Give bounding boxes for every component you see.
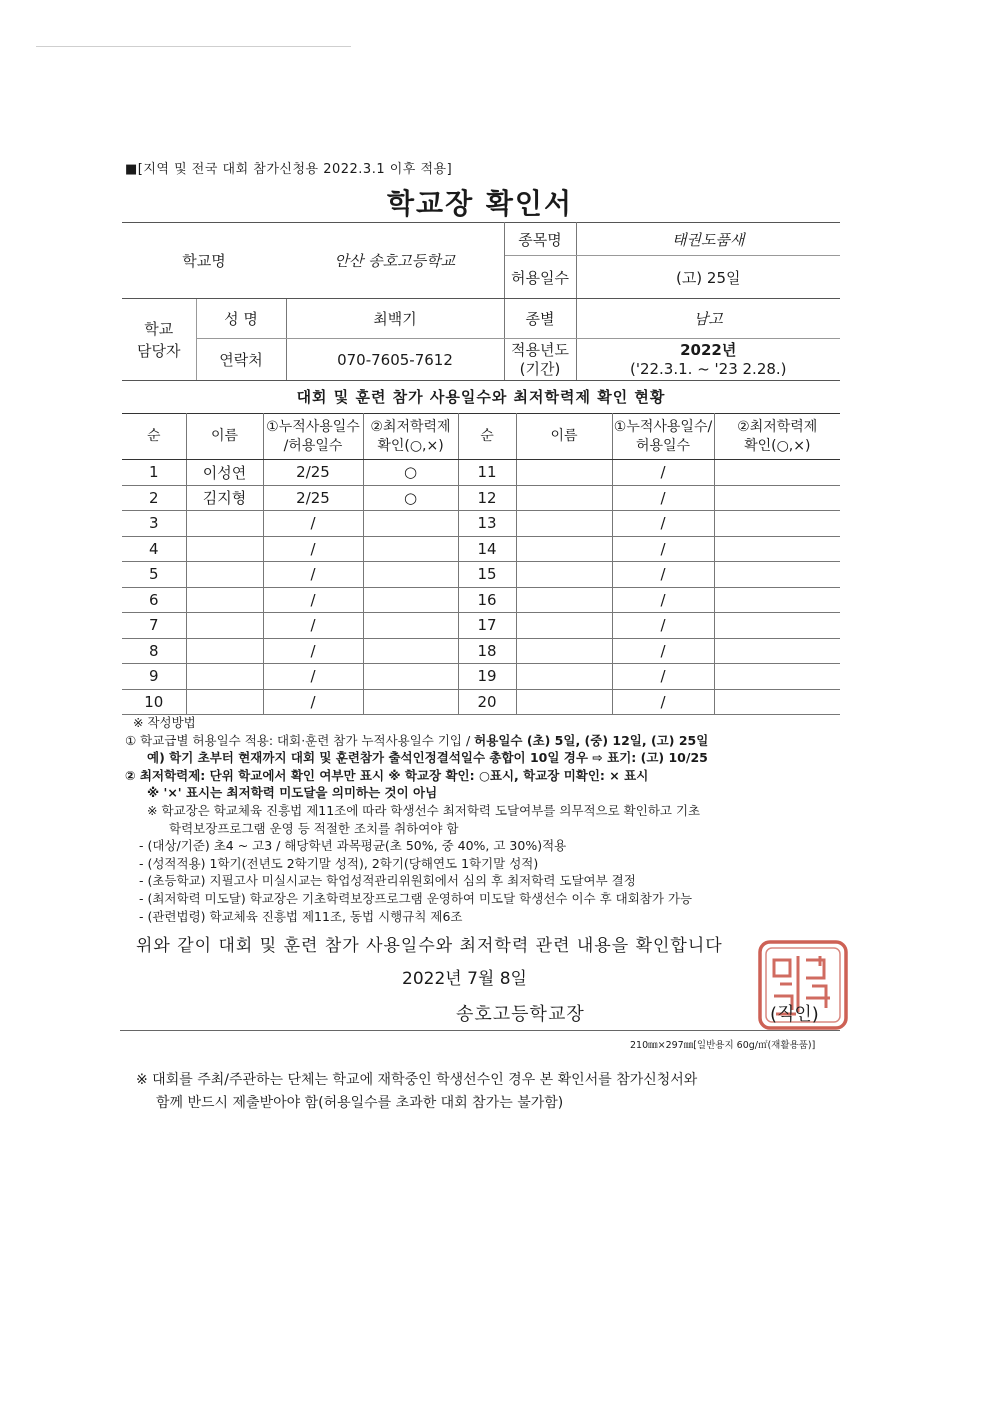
row-no: 4 — [122, 536, 186, 562]
row-name-right — [516, 689, 612, 715]
col-check-right-line-2: 확인(○,×) — [744, 437, 811, 454]
row-check-right — [714, 511, 840, 537]
col-check-line-2: 확인(○,×) — [377, 437, 444, 454]
row-no: 10 — [122, 689, 186, 715]
table-row — [122, 689, 840, 715]
row-no-right: 11 — [458, 460, 516, 486]
category-value: 남고 — [576, 299, 840, 339]
page-title: 학교장 확인서 — [386, 187, 574, 220]
row-days: / — [263, 613, 363, 639]
row-check-right — [714, 638, 840, 664]
footer-note — [136, 1069, 826, 1115]
row-check — [363, 587, 458, 613]
table-row — [122, 485, 840, 511]
col-name-right: 이름 — [516, 414, 612, 460]
row-days: / — [263, 587, 363, 613]
row-name-right — [516, 664, 612, 690]
name-label: 성 명 — [196, 299, 286, 339]
col-no: 순 — [122, 414, 186, 460]
instruction-line-7: - (대상/기준) 초4 ~ 고3 / 해당학년 과목평균(초 50%, 중 40%, 고 30%)적용 — [139, 838, 567, 854]
manager-label-line-1: 학교 — [144, 319, 174, 338]
row-no-right: 13 — [458, 511, 516, 537]
table-row — [122, 664, 840, 690]
scan-edge-line — [36, 46, 351, 47]
row-days-right: / — [612, 460, 714, 486]
name-value: 최백기 — [286, 299, 504, 339]
row-check-right — [714, 613, 840, 639]
row-days: 2/25 — [263, 485, 363, 511]
row-no-right: 19 — [458, 664, 516, 690]
row-no-right: 12 — [458, 485, 516, 511]
row-days-right: / — [612, 613, 714, 639]
row-days-right: / — [612, 664, 714, 690]
instruction-line-1b: 허용일수 (초) 5일, (중) 12일, (고) 25일 — [474, 732, 709, 748]
instruction-line-3: ② 최저학력제: 단위 학교에서 확인 여부만 표시 ※ 학교장 확인: ○표시, 학교장 미확인: × 표시 — [125, 767, 649, 783]
sport-value: 태권도품새 — [576, 223, 840, 256]
row-name — [186, 536, 263, 562]
row-check-right — [714, 536, 840, 562]
sport-label: 종목명 — [504, 223, 576, 256]
manager-label-line-2: 담당자 — [137, 341, 181, 360]
instruction-line-5: ※ 학교장은 학교체육 진흥법 제11조에 따라 학생선수 최저학력 도달여부를 의무적으로 확인하고 기초 — [147, 802, 701, 818]
row-no-right: 14 — [458, 536, 516, 562]
paper-spec: 210㎜×297㎜[일반용지 60g/㎡(재활용품)] — [630, 1040, 816, 1051]
row-no-right: 16 — [458, 587, 516, 613]
col-days — [263, 414, 363, 460]
school-info-table — [122, 222, 840, 381]
row-days: / — [263, 562, 363, 588]
row-days-right: / — [612, 689, 714, 715]
row-no-right: 18 — [458, 638, 516, 664]
col-days-line-1: ①누적사용일수 — [266, 418, 360, 435]
allowed-days-label: 허용일수 — [504, 256, 576, 299]
instruction-line-1a: ① 학교급별 허용일수 적용: 대회·훈련 참가 누적사용일수 기입 / — [125, 732, 475, 748]
col-days-line-2: /허용일수 — [283, 437, 343, 454]
row-name — [186, 638, 263, 664]
row-days-right: / — [612, 485, 714, 511]
row-check — [363, 689, 458, 715]
col-check-right — [714, 414, 840, 460]
row-days-right: / — [612, 587, 714, 613]
table-row — [122, 511, 840, 537]
issue-date: 2022년 7월 8일 — [402, 969, 527, 989]
instruction-line-2: 예) 학기 초부터 현재까지 대회 및 훈련참가 출석인정결석일수 총합이 10일 경우 ⇨ 표기: (고) 10/25 — [147, 750, 708, 766]
row-no-right: 20 — [458, 689, 516, 715]
row-name-right — [516, 536, 612, 562]
row-days: / — [263, 664, 363, 690]
row-no-right: 17 — [458, 613, 516, 639]
row-check: ○ — [363, 460, 458, 486]
row-no: 6 — [122, 587, 186, 613]
row-days-right: / — [612, 562, 714, 588]
col-no-right: 순 — [458, 414, 516, 460]
row-check — [363, 536, 458, 562]
col-check-line-1: ②최저학력제 — [370, 418, 451, 435]
divider — [120, 1030, 840, 1031]
col-name: 이름 — [186, 414, 263, 460]
col-days-right-line-1: ①누적사용일수/ — [613, 418, 713, 435]
confirmation-statement: 위와 같이 대회 및 훈련 참가 사용일수와 최저학력 관련 내용을 확인합니다 — [136, 936, 723, 956]
row-name-right — [516, 587, 612, 613]
row-name: 김지형 — [186, 485, 263, 511]
row-name — [186, 587, 263, 613]
table-row — [122, 613, 840, 639]
row-name — [186, 613, 263, 639]
instruction-line-10: - (최저학력 미도달) 학교장은 기초학력보장프로그램 운영하여 미도달 학생선수 이수 후 대회참가 가능 — [139, 890, 693, 906]
period-value: ('22.3.1. ~ '23 2.28.) — [629, 359, 787, 378]
row-no: 7 — [122, 613, 186, 639]
year-label-line-2: (기간) — [519, 359, 561, 378]
row-name: 이성연 — [186, 460, 263, 486]
row-check-right — [714, 689, 840, 715]
category-label: 종별 — [504, 299, 576, 339]
table-row — [122, 460, 840, 486]
row-days: / — [263, 689, 363, 715]
row-no: 9 — [122, 664, 186, 690]
row-name — [186, 511, 263, 537]
school-label: 학교명 — [122, 223, 286, 299]
row-no-right: 15 — [458, 562, 516, 588]
instruction-line-1 — [125, 732, 855, 750]
row-check — [363, 511, 458, 537]
seal-label: (직인) — [770, 1004, 819, 1025]
row-days: / — [263, 536, 363, 562]
year-label-line-1: 적용년도 — [511, 340, 569, 359]
row-check — [363, 562, 458, 588]
row-name — [186, 562, 263, 588]
col-days-right-line-2: 허용일수 — [635, 437, 691, 454]
footer-line-2: 함께 반드시 제출받아야 함(허용일수를 초과한 대회 참가는 불가함) — [156, 1095, 564, 1111]
form-header-note: ■[지역 및 전국 대회 참가신청용 2022.3.1 이후 적용] — [125, 162, 453, 177]
row-check — [363, 638, 458, 664]
instruction-line-11: - (관련법령) 학교체육 진흥법 제11조, 동법 시행규칙 제6조 — [139, 908, 463, 924]
row-name — [186, 664, 263, 690]
row-no: 3 — [122, 511, 186, 537]
table-row — [122, 587, 840, 613]
row-days-right: / — [612, 536, 714, 562]
row-check — [363, 613, 458, 639]
row-days-right: / — [612, 638, 714, 664]
row-days: 2/25 — [263, 460, 363, 486]
col-check — [363, 414, 458, 460]
row-check-right — [714, 664, 840, 690]
instructions-heading: ※ 작성방법 — [133, 715, 196, 730]
year-value: 2022년 — [680, 340, 737, 359]
row-name-right — [516, 638, 612, 664]
row-name-right — [516, 613, 612, 639]
instruction-line-6: 학력보장프로그램 운영 등 적절한 조치를 취하여야 함 — [169, 820, 459, 836]
row-name-right — [516, 460, 612, 486]
year-value-cell — [576, 339, 840, 381]
principal-title: 송호고등학교장 — [456, 1004, 585, 1025]
footer-line-1: ※ 대회를 주최/주관하는 단체는 학교에 재학중인 학생선수인 경우 본 확인서를 참가신청서와 — [136, 1072, 698, 1088]
row-no: 8 — [122, 638, 186, 664]
table-row — [122, 638, 840, 664]
col-check-right-line-1: ②최저학력제 — [737, 418, 818, 435]
participation-table — [122, 413, 840, 715]
row-check-right — [714, 460, 840, 486]
row-days-right: / — [612, 511, 714, 537]
row-no: 5 — [122, 562, 186, 588]
contact-value: 070-7605-7612 — [286, 339, 504, 381]
row-days: / — [263, 511, 363, 537]
row-check-right — [714, 562, 840, 588]
row-name-right — [516, 562, 612, 588]
manager-label — [122, 299, 196, 381]
row-check-right — [714, 485, 840, 511]
instruction-line-4: ※ '×' 표시는 최저학력 미도달을 의미하는 것이 아님 — [147, 785, 438, 801]
allowed-days-value: (고) 25일 — [576, 256, 840, 299]
row-no: 1 — [122, 460, 186, 486]
year-label — [504, 339, 576, 381]
row-name-right — [516, 511, 612, 537]
school-value: 안산 송호고등학교 — [286, 223, 504, 299]
row-check — [363, 664, 458, 690]
instruction-line-9: - (초등학교) 지필고사 미실시교는 학업성적관리위원회에서 심의 후 최저학력 도달여부 결정 — [139, 873, 636, 889]
row-check-right — [714, 587, 840, 613]
row-no: 2 — [122, 485, 186, 511]
row-name-right — [516, 485, 612, 511]
row-days: / — [263, 638, 363, 664]
instructions — [125, 714, 855, 925]
col-days-right — [612, 414, 714, 460]
table-row — [122, 562, 840, 588]
table-row — [122, 536, 840, 562]
row-check: ○ — [363, 485, 458, 511]
row-name — [186, 689, 263, 715]
section-title: 대회 및 훈련 참가 사용일수와 최저학력제 확인 현황 — [296, 388, 666, 406]
instruction-line-8: - (성적적용) 1학기(전년도 2학기말 성적), 2학기(당해연도 1학기말 성적) — [139, 855, 539, 871]
contact-label: 연락처 — [196, 339, 286, 381]
